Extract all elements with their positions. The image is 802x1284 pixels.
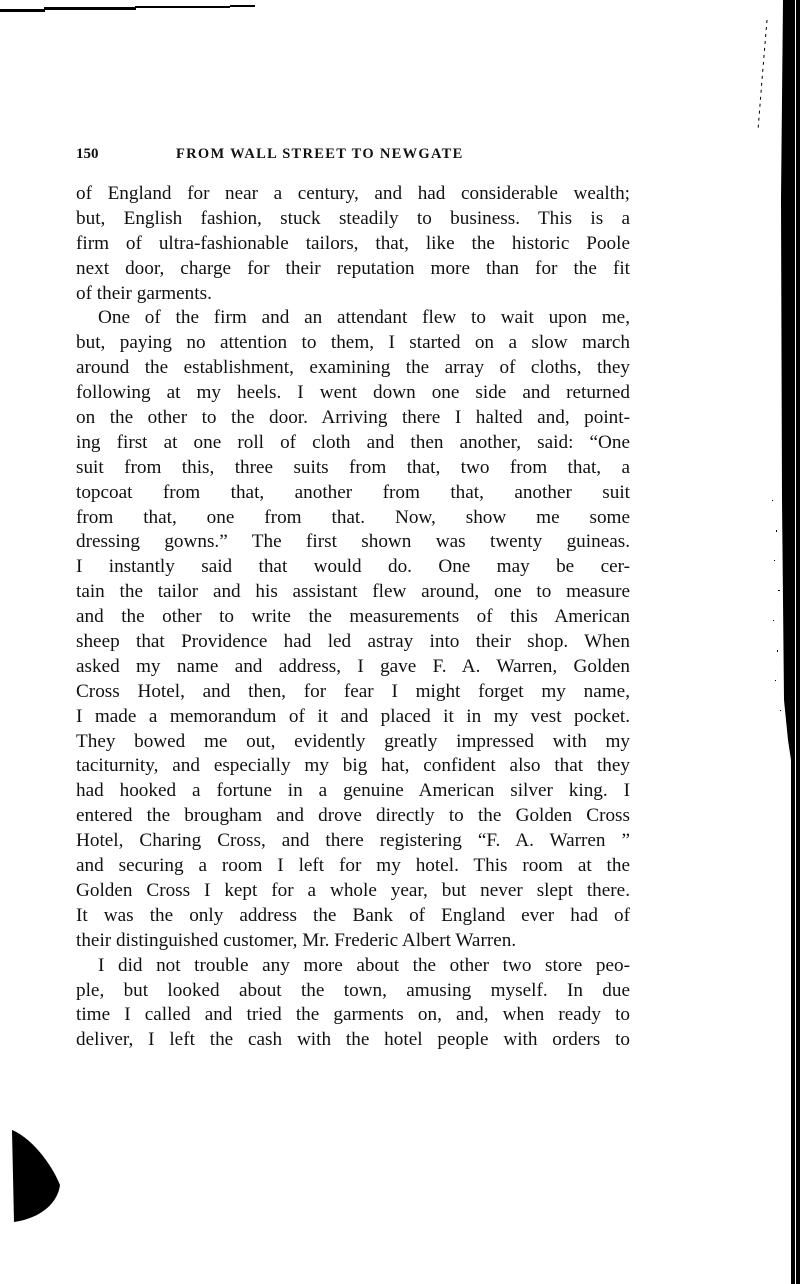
text-line: and securing a room I left for my hotel. This room at the xyxy=(76,855,630,877)
text-line: suit from this, three suits from that, two from that, a xyxy=(76,456,630,478)
text-line: deliver, I left the cash with the hotel people with orders to xyxy=(76,1029,630,1051)
text-line: taciturnity, and especially my big hat, confident also that they xyxy=(76,755,630,777)
text-line: topcoat from that, another from that, another suit xyxy=(76,481,630,503)
text-line: but, English fashion, stuck steadily to business. This is a xyxy=(76,207,630,229)
scan-edge-line xyxy=(230,5,255,7)
text-line: Cross Hotel, and then, for fear I might forget my name, xyxy=(76,680,630,702)
text-line: ple, but looked about the town, amusing myself. In due xyxy=(76,979,630,1001)
text-line: and the other to write the measurements of this American xyxy=(76,606,630,628)
text-line: on the other to the door. Arriving there I halted and, point- xyxy=(76,407,630,429)
text-line: had hooked a fortune in a genuine American silver king. I xyxy=(76,780,630,802)
text-line: dressing gowns.” The first shown was twenty guineas. xyxy=(76,531,630,553)
text-line: I did not trouble any more about the other two store peo- xyxy=(98,954,630,976)
running-title: FROM WALL STREET TO NEWGATE xyxy=(176,146,464,162)
thumb-shadow-icon xyxy=(12,1130,62,1225)
text-line: but, paying no attention to them, I started on a slow march xyxy=(76,332,630,354)
scan-edge-line xyxy=(44,7,136,10)
text-line: It was the only address the Bank of England ever had of xyxy=(76,904,630,926)
text-line: from that, one from that. Now, show me some xyxy=(76,506,630,528)
text-line: I made a memorandum of it and placed it in my vest pocket. xyxy=(76,705,630,727)
text-line: following at my heels. I went down one side and returned xyxy=(76,382,630,404)
text-line: They bowed me out, evidently greatly impressed with my xyxy=(76,730,630,752)
body-text xyxy=(76,182,630,1053)
text-line: of their garments. xyxy=(76,282,212,304)
page-number: 150 xyxy=(76,146,99,162)
text-line: their distinguished customer, Mr. Frederic Albert Warren. xyxy=(76,929,517,951)
text-line: One of the firm and an attendant flew to wait upon me, xyxy=(98,307,630,329)
scan-edge-line xyxy=(135,6,230,8)
scan-edge-line xyxy=(0,9,45,12)
text-line: of England for near a century, and had considerable wealth; xyxy=(76,183,630,204)
book-page xyxy=(76,146,630,1053)
text-line: Golden Cross I kept for a whole year, but never slept there. xyxy=(76,879,630,901)
text-line: time I called and tried the garments on, and, when ready to xyxy=(76,1004,630,1026)
text-line: asked my name and address, I gave F. A. Warren, Golden xyxy=(76,655,630,677)
text-line: tain the tailor and his assistant flew around, one to measure xyxy=(76,581,630,603)
text-line: around the establishment, examining the array of cloths, they xyxy=(76,357,630,379)
text-line: entered the brougham and drove directly to the Golden Cross xyxy=(76,805,630,827)
running-head xyxy=(76,146,630,174)
text-line: next door, charge for their reputation more than for the fit xyxy=(76,257,630,279)
text-line: sheep that Providence had led astray into their shop. When xyxy=(76,631,630,653)
text-line: Hotel, Charing Cross, and there registering “F. A. Warren ” xyxy=(76,830,630,852)
book-spine-shadow-icon xyxy=(742,0,802,1284)
text-line: I instantly said that would do. One may be cer- xyxy=(76,556,630,578)
text-line: firm of ultra-fashionable tailors, that, like the historic Poole xyxy=(76,232,630,254)
text-line: ing first at one roll of cloth and then another, said: “One xyxy=(76,431,630,453)
